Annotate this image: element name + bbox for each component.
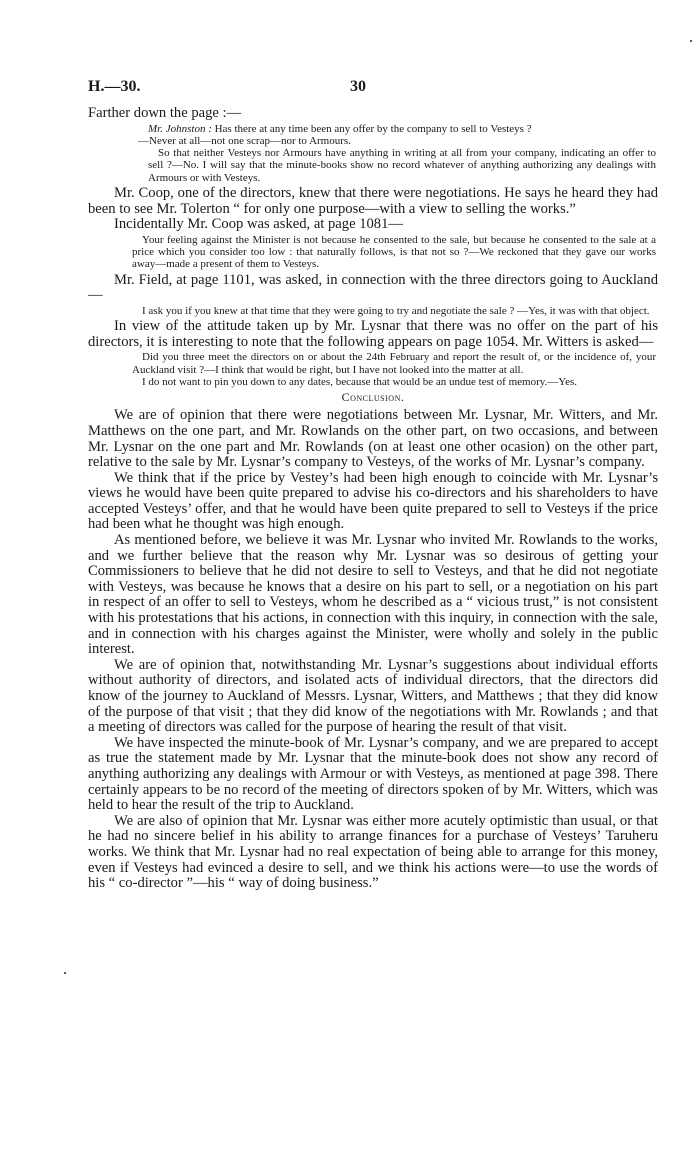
quote-witters	[88, 351, 658, 388]
paragraph-coop: Mr. Coop, one of the directors, knew that there were negotiations. He says he heard they had been to see Mr. Tolerton “ for only one purpose—with a view to selling the works.”	[88, 185, 658, 217]
intro-line: Farther down the page :—	[88, 105, 242, 121]
conclusion-paragraph-5: We have inspected the minute-book of Mr. Lysnar’s company, and we are prepared to accept as true the statement made by Mr. Lysnar that the minute-book does not show any record of anything authorizing any dealings with Armour or with Vesteys, as mentioned at page 398. There certainly appears to be no record of the meeting of directors spoken of by Mr. Witters, which was held to hear the result of the trip to Auckland.	[88, 734, 658, 814]
conclusion-heading: Conclusion.	[341, 390, 405, 405]
scan-speck	[64, 972, 66, 974]
conclusion-paragraph-3: As mentioned before, we believe it was Mr. Lysnar who invited Mr. Rowlands to the works, and we further believe that the reason why Mr. Lysnar was so desirous of getting your Commissioners to believe that he did not desire to sell to Vesteys, and that he did not negotiate with Vesteys, was because he knows that a desire on his part to sell, or a negotiation on his part in respect of an offer to sell to Vesteys, whom he described as a “ vicious trust,” is not consistent with his protestations that his actions, in connection with this inquiry, in connection with the sale, and in connection with his charges against the Minister, were wholly and solely in the public interest.	[88, 532, 658, 658]
page-header	[88, 78, 656, 100]
document-reference: H.—30.	[88, 78, 141, 95]
quote-coop-text: Your feeling against the Minister is not because he consented to the sale, but because he consented to the sale at a price which you consider too low : that naturally follows, is that not so ?—We reckoned that they gave our works away—made a present of them to Vesteys.	[132, 233, 656, 271]
quote-witters-q2: I do not want to pin you down to any dates, because that would be an undue test of memory.—Yes.	[142, 376, 578, 389]
quote-johnston	[88, 123, 658, 184]
quote-witters-q1: Did you three meet the directors on or about the 24th February and report the result of, or the incidence of, your Auckland visit ?—I think that would be right, but I have not looked into the matter at all.	[132, 351, 656, 376]
paragraph-coop-asked: Incidentally Mr. Coop was asked, at page 1081—	[114, 216, 403, 233]
scan-speck	[690, 40, 692, 42]
paragraph-field: Mr. Field, at page 1101, was asked, in connection with the three directors going to Auckland—	[88, 271, 658, 304]
conclusion-paragraph-1: We are of opinion that there were negotiations between Mr. Lysnar, Mr. Witters, and Mr. Matthews on the one part, and Mr. Rowlands on the other part, on two occasions, and between Mr. Lysnar on the one part and Mr. Rowlands (on at least one other ocasion) on the other part, relative to the sale by Mr. Lysnar’s company to Vesteys, of the works of Mr. Lysnar’s company.	[88, 407, 658, 471]
page-number: 30	[350, 78, 366, 95]
paragraph-witters-intro: In view of the attitude taken up by Mr. Lysnar that there was no offer on the part of his directors, it is interesting to note that the following appears on page 1054. Mr. Witters is asked—	[88, 318, 658, 350]
conclusion-paragraph-4: We are of opinion that, notwithstanding Mr. Lysnar’s suggestions about individual efforts without authority of directors, and isolated acts of individual directors, that the directors did know of the journey to Auckland of Messrs. Lysnar, Witters, and Matthews ; that they did know of the purpose of that visit ; that they did know of the negotiations with Mr. Rowlands ; and that a meeting of directors was called for the purpose of hearing the result of that visit.	[88, 656, 658, 736]
conclusion-paragraph-2: We think that if the price by Vestey’s had been high enough to coincide with Mr. Lysnar’s views he would have been quite prepared to advise his co-directors and his shareholders to have accepted Vesteys’ offer, and that he would have been quite prepared to sell to Vesteys if the price had been what he thought was high enough.	[88, 469, 658, 533]
quote-field	[88, 305, 658, 317]
conclusion-paragraph-6: We are also of opinion that Mr. Lysnar was either more acutely optimistic than usual, or that he had no sincere belief in his ability to arrange finances for a purchase of Vesteys’ Taruheru works. We think that Mr. Lysnar had no real expectation of being able to arrange for this money, even if Vesteys had evinced a desire to sell, and we think his actions were—to use the words of his “ co-director ”—his “ way of doing business.”	[88, 812, 658, 892]
speaker-name: Mr. Johnston :	[148, 122, 212, 135]
quote-coop	[88, 234, 658, 271]
quote-text: Has there at any time been any offer by the company to sell to Vesteys ?	[211, 122, 532, 135]
quote-johnston-answer: —Never at all—not one scrap—nor to Armours.	[138, 134, 351, 147]
quote-johnston-q	[148, 123, 656, 135]
quote-johnston-followup: So that neither Vesteys nor Armours have anything in writing at all from your company, indicating an offer to sell ?—No. I will say that the minute-books show no record whatever of anything authorizing any dealings with Armours or with Vesteys.	[148, 147, 656, 184]
quote-field-text: I ask you if you knew at that time that they were going to try and negotiate the sale ? —Yes, it was with that object.	[142, 304, 650, 317]
page-body	[88, 106, 658, 892]
